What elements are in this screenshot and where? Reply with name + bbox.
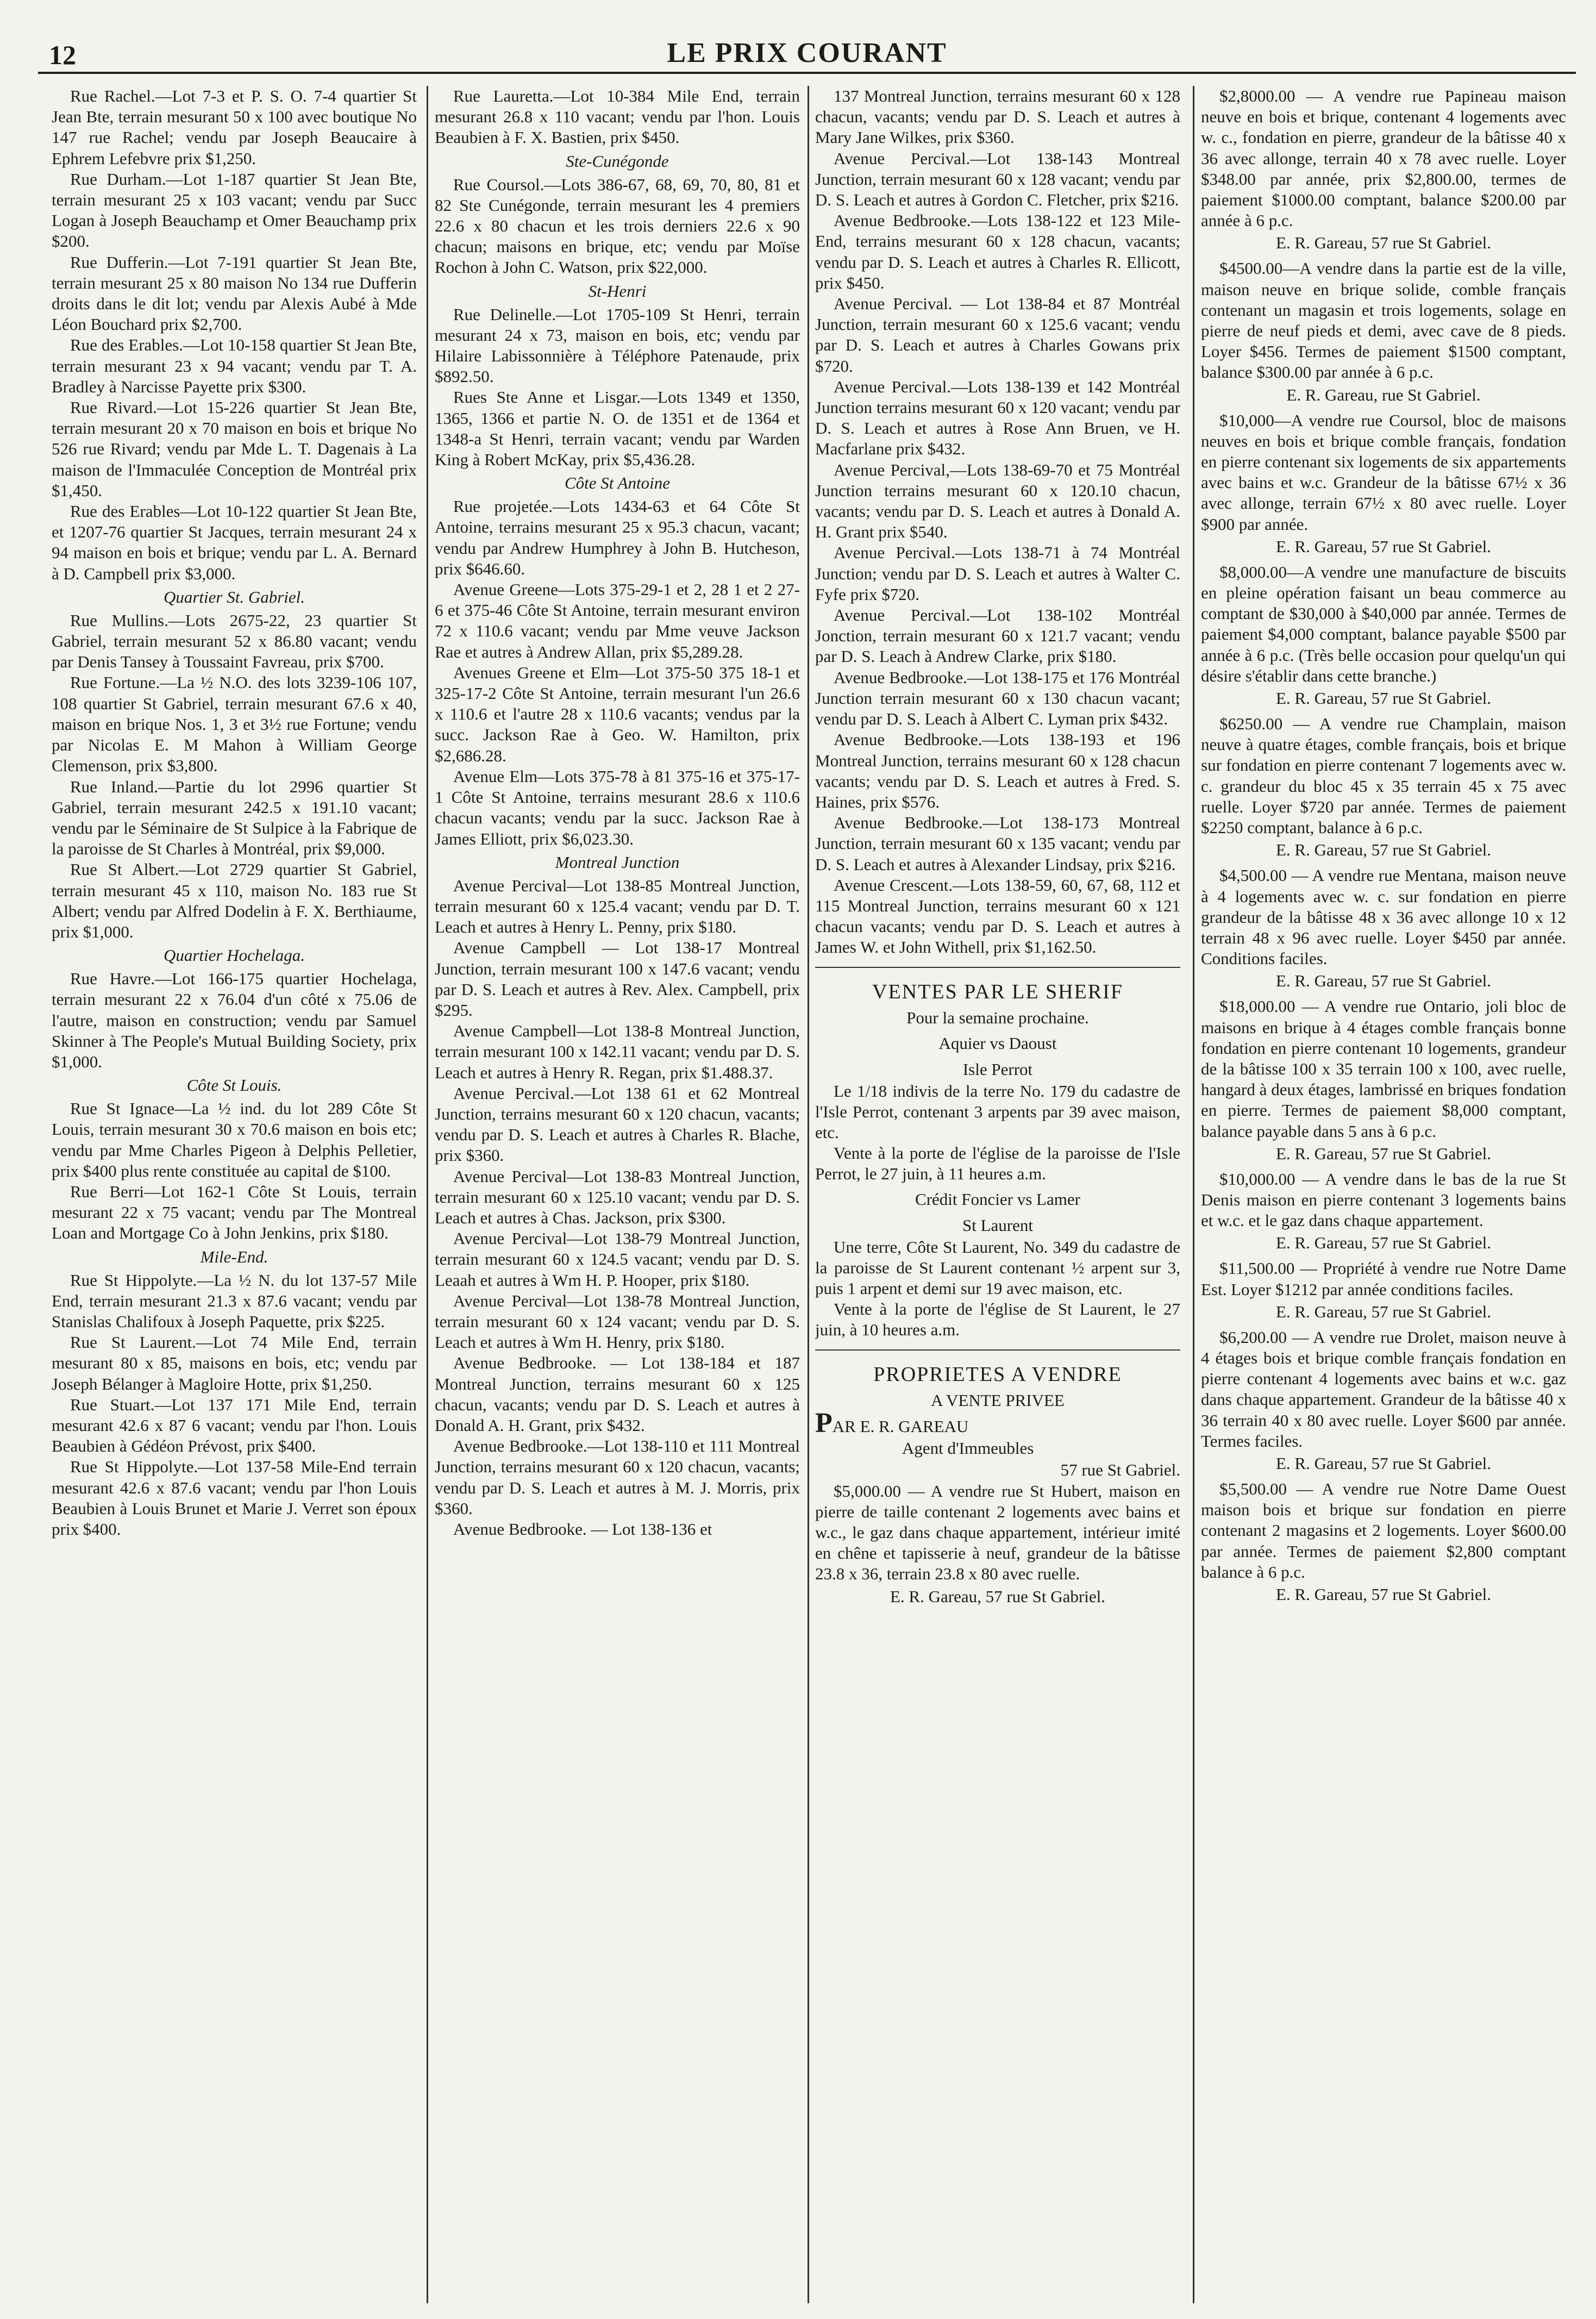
sale-entry: Rue St Ignace—La ½ ind. du lot 289 Côte St Louis, terrain mesurant 30 x 70.6 maison en bois etc; vendu par Mme Charles Pigeon à Delphis Pelletier, prix $400 plus rente constituée au capital de $100. bbox=[52, 1099, 417, 1180]
agent-signature: E. R. Gareau, 57 rue St Gabriel. bbox=[1276, 1453, 1491, 1473]
sale-entry: Avenue Greene—Lots 375-29-1 et 2, 28 1 et 2 27-6 et 375-46 Côte St Antoine, terrain mesurant environ 72 x 110.6 vacant; vendu par Mme veuve Jackson Rae et autres à Andrew Allan, prix $5,289.28. bbox=[435, 580, 800, 661]
sale-entry: Rue Havre.—Lot 166-175 quartier Hochelaga, terrain mesurant 22 x 76.04 d'un côté x 75.06 de l'autre, maison en construction; vendu par Samuel Skinner à The People's Mutual Building Society, prix $1,000. bbox=[52, 969, 417, 1071]
section-divider bbox=[815, 967, 1180, 968]
locality-subheading: Quartier St. Gabriel. bbox=[163, 587, 305, 607]
column-2 bbox=[435, 86, 800, 2303]
case-place: St Laurent bbox=[962, 1215, 1033, 1235]
sale-entry: Avenue Bedbrooke.—Lot 138-175 et 176 Montréal Junction terrain mesurant 60 x 130 chacun vacant; vendu par D. S. Leach à Albert C. Lyman prix $432. bbox=[815, 667, 1180, 729]
sale-entry: Rue St Albert.—Lot 2729 quartier St Gabriel, terrain mesurant 45 x 110, maison No. 183 rue St Albert; vendu par Alfred Dodelin à F. X. Berthiaume, prix $1,000. bbox=[52, 860, 417, 941]
properties-subtitle: A VENTE PRIVEE bbox=[931, 1390, 1065, 1410]
locality-subheading: St-Henri bbox=[588, 281, 647, 301]
sale-entry: Rue des Erables—Lot 10-122 quartier St Jean Bte, et 1207-76 quartier St Jacques, terrain mesurant 24 x 94 maison en bois et brique; vendu par L. A. Bernard à D. Campbell prix $3,000. bbox=[52, 502, 417, 583]
column-1 bbox=[52, 86, 417, 2303]
locality-subheading: Côte St Louis. bbox=[186, 1076, 282, 1095]
sale-entry: Rue Lauretta.—Lot 10-384 Mile End, terrain mesurant 26.8 x 110 vacant; vendu par l'hon. Louis Beaubien à F. X. Bastien, prix $450. bbox=[435, 86, 800, 147]
column-3 bbox=[815, 86, 1180, 2303]
agent-address: 57 rue St Gabriel. bbox=[1060, 1460, 1180, 1479]
sheriff-subtitle: Pour la semaine prochaine. bbox=[906, 1008, 1089, 1027]
sale-entry: Rue Rivard.—Lot 15-226 quartier St Jean Bte, terrain mesurant 20 x 70 maison en bois et brique No 526 rue Rivard; vendu par Mde L. T. Dagenais à La maison de l'Immaculée Conception de Montréal prix $1,450. bbox=[52, 398, 417, 500]
sale-entry: $11,500.00 — Propriété à vendre rue Notre Dame Est. Loyer $1212 par année conditions faciles. bbox=[1201, 1259, 1566, 1299]
sale-entry: $4,500.00 — A vendre rue Mentana, maison neuve à 4 logements avec w. c. sur fondation en pierre grandeur de la bâtisse 48 x 36 avec allonge 10 x 12 terrain 48 x 96 avec ruelle. Loyer $450 par année. Conditions faciles. bbox=[1201, 866, 1566, 968]
sale-entry: Rue Dufferin.—Lot 7-191 quartier St Jean Bte, terrain mesurant 25 x 80 maison No 134 rue Dufferin droits dans le dit lot; vendu par Alexis Aubé à Mde Léon Bouchard prix $2,700. bbox=[52, 252, 417, 334]
agent-signature: E. R. Gareau, 57 rue St Gabriel. bbox=[1276, 1233, 1491, 1253]
sale-entry: $6250.00 — A vendre rue Champlain, maison neuve à quatre étages, comble français, bois et brique sur fondation en pierre contenant 7 logements avec w. c. grandeur du bloc 45 x 35 terrain 45 x 75 avec ruelle. Loyer $720 par année. Termes de paiement $2250 comptant, balance à 6 p.c. bbox=[1201, 714, 1566, 837]
sale-entry: Avenue Campbell — Lot 138-17 Montreal Junction, terrain mesurant 100 x 147.6 vacant; vendu par D. S. Leach et autres à Rev. Alex. Campbell, prix $295. bbox=[435, 938, 800, 1020]
sale-entry: Rue Berri—Lot 162-1 Côte St Louis, terrain mesurant 22 x 75 vacant; vendu par The Montreal Loan and Mortgage Co à John Jenkins, prix $180. bbox=[52, 1182, 417, 1243]
agent-signature: E. R. Gareau, 57 rue St Gabriel. bbox=[890, 1586, 1105, 1606]
sale-entry: $6,200.00 — A vendre rue Drolet, maison neuve à 4 étages bois et brique comble français fondation en pierre contenant 4 logements avec bains et w.c. gaz dans chaque appartement. Grandeur de la bâtisse 40 x 36 terrain 40 x 80 avec ruelle. Loyer $600 par année. Termes faciles. bbox=[1201, 1327, 1566, 1451]
sale-entry: Avenue Percival—Lot 138-78 Montreal Junction, terrain mesurant 60 x 124 vacant; vendu par D. S. Leach et autres à Wm H. Henry, prix $180. bbox=[435, 1291, 800, 1352]
sale-entry: Avenue Percival. — Lot 138-84 et 87 Montréal Junction, terrain mesurant 60 x 125.6 vacant; vendu par D. S. Leach et autres à Charles Gowans prix $720. bbox=[815, 294, 1180, 376]
sheriff-paragraph: Le 1/18 indivis de la terre No. 179 du cadastre de l'Isle Perrot, contenant 3 arpents par 39 avec maison, etc. bbox=[815, 1081, 1180, 1142]
sheriff-sales-section bbox=[815, 980, 1180, 1341]
sale-entry: Rue des Erables.—Lot 10-158 quartier St Jean Bte, terrain mesurant 23 x 94 vacant; vendu par T. A. Bradley à Narcisse Payette prix $300. bbox=[52, 335, 417, 396]
sale-entry: Rue Rachel.—Lot 7-3 et P. S. O. 7-4 quartier St Jean Bte, terrain mesurant 50 x 100 avec boutique No 147 rue Rachel; vendu par Joseph Beaucaire à Ephrem Lefebvre prix $1,250. bbox=[52, 86, 417, 168]
column-3-entries bbox=[815, 86, 1180, 958]
sale-entry: Avenue Bedbrooke. — Lot 138-136 et bbox=[453, 1520, 712, 1539]
sale-entry: $5,500.00 — A vendre rue Notre Dame Ouest maison bois et brique sur fondation en pierre contenant 2 magasins et 2 logements. Loyer $600.00 par année. Termes de paiement $2,800 comptant balance à 6 p.c. bbox=[1201, 1479, 1566, 1582]
page-number: 12 bbox=[49, 40, 76, 70]
sale-entry: Rue St Laurent.—Lot 74 Mile End, terrain mesurant 80 x 85, maisons en bois, etc; vendu par Joseph Bélanger à Magloire Hotte, prix $1,250. bbox=[52, 1333, 417, 1393]
sale-entry: Avenue Crescent.—Lots 138-59, 60, 67, 68, 112 et 115 Montreal Junction, terrains mesurant 60 x 121 chacun vacants; vendu par D. S. Leach et autres à James W. et John Withell, prix $1,162.50. bbox=[815, 875, 1180, 957]
agent-signature: E. R. Gareau, 57 rue St Gabriel. bbox=[1276, 689, 1491, 708]
sale-entry: Avenue Percival—Lot 138-79 Montreal Junction, terrain mesurant 60 x 124.5 vacant; vendu par D. S. Leaah et autres à Wm H. P. Hooper, prix $180. bbox=[435, 1229, 800, 1290]
agent-name: AR E. R. GAREAU bbox=[832, 1416, 969, 1436]
sale-entry: Rue Fortune.—La ½ N.O. des lots 3239-106 107, 108 quartier St Gabriel, terrain mesurant 67.6 x 40, maison en brique Nos. 1, 3 et 3½ rue Fortune; vendu par Nicolas E. M Mahon à William George Clemenson, prix $3,800. bbox=[52, 673, 417, 776]
sale-entry: $10,000—A vendre rue Coursol, bloc de maisons neuves en bois et brique comble français, fondation en pierre contenant six logements de six appartements avec bains et w.c. Grandeur de la bâtisse 67½ x 36 avec allonge, terrain 67½ x 80 avec ruelle. Loyer $900 par année. bbox=[1201, 410, 1566, 534]
agent-signature: E. R. Gareau, 57 rue St Gabriel. bbox=[1276, 1302, 1491, 1321]
sale-entry: Avenue Campbell—Lot 138-8 Montreal Junction, terrain mesurant 100 x 142.11 vacant; vendu par D. S. Leach et autres à Henry R. Regan, prix $1.488.37. bbox=[435, 1021, 800, 1082]
page-header bbox=[38, 34, 1576, 74]
agent-signature: E. R. Gareau, 57 rue St Gabriel. bbox=[1276, 536, 1491, 556]
sale-entry: Avenue Percival.—Lot 138-102 Montréal Jonction, terrain mesurant 60 x 121.7 vacant; vendu par D. S. Leach à Andrew Clarke, prix $180. bbox=[815, 605, 1180, 666]
agent-signature: E. R. Gareau, 57 rue St Gabriel. bbox=[1276, 971, 1491, 991]
sale-entry: Avenues Greene et Elm—Lot 375-50 375 18-1 et 325-17-2 Côte St Antoine, terrain mesurant l'un 26.6 x 110.6 et l'autre 28 x 110.6 vacants; vendus par la succ. Jackson Rae à Geo. W. Hamilton, prix $2,686.28. bbox=[435, 662, 800, 765]
agent-signature: E. R. Gareau, 57 rue St Gabriel. bbox=[1276, 233, 1491, 253]
sale-entry: Rue St Hippolyte.—Lot 137-58 Mile-End terrain mesurant 42.6 x 87.6 vacant; vendu par l'hon Louis Beaubien à Louis Brunet et Marie J. Verret son époux prix $400. bbox=[52, 1457, 417, 1539]
sale-entry: Avenue Percival.—Lots 138-139 et 142 Montréal Junction terrains mesurant 60 x 120 vacant; vendu par D. S. Leach et autres à Rose Ann Bruen, ve H. Macfarlane prix $432. bbox=[815, 377, 1180, 459]
agent-signature: E. R. Gareau, 57 rue St Gabriel. bbox=[1276, 840, 1491, 860]
sale-entry: $8,000.00—A vendre une manufacture de biscuits en pleine opération faisant un beau commerce au comptant de $30,000 à $40,000 par année. Termes de paiement $4,000 comptant, balance payable $500 par année à 6 p.c. (Très belle occasion pour quelqu'un qui désire s'établir dans cette branche.) bbox=[1201, 562, 1566, 685]
sheriff-paragraph: Vente à la porte de l'église de St Laurent, le 27 juin, à 10 heures a.m. bbox=[815, 1299, 1180, 1340]
agent-initial: P bbox=[815, 1407, 833, 1439]
sale-entry: Avenue Bedbrooke.—Lot 138-173 Montreal Junction, terrain mesurant 60 x 135 vacant; vendu par D. S. Leach et autres à Alexander Lindsay, prix $216. bbox=[815, 813, 1180, 874]
sale-entry: Avenue Elm—Lots 375-78 à 81 375-16 et 375-17-1 Côte St Antoine, terrains mesurant 28.6 x 110.6 chacun vacants; vendu par la succ. Jackson Rae à James Elliott, prix $6,023.30. bbox=[435, 766, 800, 848]
locality-subheading: Mile-End. bbox=[200, 1247, 268, 1266]
sheriff-paragraph: Une terre, Côte St Laurent, No. 349 du cadastre de la paroisse de St Laurent contenant ½ arpent sur 3, puis 1 arpent et demi sur 19 avec maison, etc. bbox=[815, 1237, 1180, 1298]
locality-subheading: Quartier Hochelaga. bbox=[163, 946, 305, 965]
agent-signature: E. R. Gareau, 57 rue St Gabriel. bbox=[1276, 1584, 1491, 1604]
sale-entry: Rues Ste Anne et Lisgar.—Lots 1349 et 1350, 1365, 1366 et partie N. O. de 1351 et de 1364 et 1348-a St Henri, terrain vacant; vendu par Warden King à Robert McKay, prix $5,436.28. bbox=[435, 387, 800, 470]
case-place: Isle Perrot bbox=[962, 1059, 1033, 1079]
column-4 bbox=[1201, 86, 1566, 2303]
sheriff-title: VENTES PAR LE SHERIF bbox=[872, 980, 1123, 1003]
sale-entry: $2,8000.00 — A vendre rue Papineau maison neuve en bois et brique, contenant 4 logements avec w. c., fondation en pierre, grandeur de la bâtisse 40 x 36 avec allonge, terrain 40 x 78 avec ruelle. Loyer $348.00 par année, prix $2,800.00, termes de paiement $1000.00 comptant, balance $200.00 par année à 6 p.c. bbox=[1201, 86, 1566, 230]
properties-section bbox=[815, 1362, 1180, 1608]
agent-role: Agent d'Immeubles bbox=[902, 1438, 1034, 1458]
sale-entry: Avenue Bedbrooke.—Lots 138-122 et 123 Mile-End, terrains mesurant 60 x 128 chacun, vacants; vendu par D. S. Leach et autres à Charles R. Ellicott, prix $450. bbox=[815, 211, 1180, 292]
sale-entry: Avenue Bedbrooke. — Lot 138-184 et 187 Montreal Junction, terrains mesurant 60 x 125 chacun, vacants; vendu par D. S. Leach et autres à Donald A. H. Grant, prix $432. bbox=[435, 1353, 800, 1435]
sale-entry: Rue Stuart.—Lot 137 171 Mile End, terrain mesurant 42.6 x 87 6 vacant; vendu par l'hon. Louis Beaubien à Gédéon Prévost, prix $400. bbox=[52, 1395, 417, 1456]
article-columns bbox=[52, 86, 1568, 2303]
locality-subheading: Ste-Cunégonde bbox=[566, 151, 669, 171]
sale-entry: Avenue Percival—Lot 138-83 Montreal Junction, terrain mesurant 60 x 125.10 vacant; vendu par D. S. Leach et autres à Chas. Jackson, prix $300. bbox=[435, 1166, 800, 1227]
sale-entry: Rue St Hippolyte.—La ½ N. du lot 137-57 Mile End, terrain mesurant 21.3 x 87.6 vacant; vendu par Stanislas Chalifoux à Joseph Paquette, prix $225. bbox=[52, 1270, 417, 1331]
agent-signature: E. R. Gareau, 57 rue St Gabriel. bbox=[1276, 1143, 1491, 1163]
sale-entry: Rue Mullins.—Lots 2675-22, 23 quartier St Gabriel, terrain mesurant 52 x 86.80 vacant; vendu par Denis Tansey à Toussaint Favreau, prix $700. bbox=[52, 610, 417, 672]
sale-entry: Avenue Percival,—Lots 138-69-70 et 75 Montréal Junction terrains mesurant 60 x 120.10 chacun, vacants; vendu par D. S. Leach et autres à Donald A. H. Grant prix $540. bbox=[815, 460, 1180, 542]
sale-entry: Rue Coursol.—Lots 386-67, 68, 69, 70, 80, 81 et 82 Ste Cunégonde, terrain mesurant les 4 premiers 22.6 x 80 chacun et les trois derniers 22.6 x 90 chacun; maisons en brique, etc; vendu par Moïse Rochon à John C. Watson, prix $22,000. bbox=[435, 174, 800, 277]
property-ad: $5,000.00 — A vendre rue St Hubert, maison en pierre de taille contenant 2 logements avec bains et w.c., le gaz dans chaque appartement, intérieur imité en chêne et tapisserie à neuf, grandeur de la bâtisse 23.8 x 36, terrain 23.8 x 80 avec ruelle. bbox=[815, 1481, 1180, 1584]
sale-entry: Avenue Percival.—Lot 138-143 Montreal Junction, terrain mesurant 60 x 128 vacant; vendu par D. S. Leach et autres à Gordon C. Fletcher, prix $216. bbox=[815, 148, 1180, 210]
sale-entry: Rue Durham.—Lot 1-187 quartier St Jean Bte, terrain mesurant 25 x 103 vacant; vendu par Succ Logan à Joseph Beauchamp et Omer Beauchamp prix $200. bbox=[52, 169, 417, 251]
locality-subheading: Côte St Antoine bbox=[564, 473, 671, 493]
sale-entry: $18,000.00 — A vendre rue Ontario, joli bloc de maisons en brique à 4 étages comble français bonne fondation en pierre contenant 10 logements, grandeur de la bâtisse 100 x 35 terrain 100 x 100, avec ruelle, hangard à deux étages, lambrissé en briques fondation en pierre. Termes de paiement $8,000 comptant, balance payable dans 5 ans à 6 p.c. bbox=[1201, 997, 1566, 1141]
sale-entry: Avenue Bedbrooke.—Lots 138-193 et 196 Montreal Junction, terrains mesurant 60 x 128 chacun vacants; vendu par D. S. Leach et autres à Fred. S. Haines, prix $576. bbox=[815, 730, 1180, 811]
sale-entry: $4500.00—A vendre dans la partie est de la ville, maison neuve en brique solide, comble français contenant un magasin et trois logements, solage en pierre de neuf pieds et demi, avec cave de 8 pieds. Loyer $456. Termes de paiement $1500 comptant, balance $300.00 par année à 6 p.c. bbox=[1201, 259, 1566, 382]
sale-entry: Rue Inland.—Partie du lot 2996 quartier St Gabriel, terrain mesurant 242.5 x 191.10 vacant; vendu par le Séminaire de St Sulpice à la Fabrique de la paroisse de St Charles à Montréal, prix $9,000. bbox=[52, 777, 417, 859]
sale-entry: Avenue Percival.—Lots 138-71 à 74 Montréal Junction; vendu par D. S. Leach et autres à Walter C. Fyfe prix $720. bbox=[815, 543, 1180, 604]
sheriff-paragraph: Vente à la porte de l'église de la paroisse de l'Isle Perrot, le 27 juin, à 11 heures a.m. bbox=[815, 1143, 1180, 1184]
journal-title: LE PRIX COURANT bbox=[667, 37, 947, 68]
sale-entry: $10,000.00 — A vendre dans le bas de la rue St Denis maison en pierre contenant 3 logements bains et w.c. et le gaz dans chaque appartement. bbox=[1201, 1169, 1566, 1230]
sale-entry: Avenue Bedbrooke.—Lot 138-110 et 111 Montreal Junction, terrains mesurant 60 x 120 chacun, vacants; vendu par D. S. Leach et autres à M. J. Morris, prix $360. bbox=[435, 1436, 800, 1518]
agent-signature: E. R. Gareau, rue St Gabriel. bbox=[1286, 385, 1481, 404]
locality-subheading: Montreal Junction bbox=[555, 852, 680, 872]
sale-entry: Rue Delinelle.—Lot 1705-109 St Henri, terrain mesurant 24 x 73, maison en bois, etc; vendu par Hilaire Labissonnière à Téléphore Patenaude, prix $892.50. bbox=[435, 304, 800, 386]
case-title: Crédit Foncier vs Lamer bbox=[915, 1189, 1080, 1209]
agent-block bbox=[815, 1407, 1180, 1481]
sale-entry: Rue projetée.—Lots 1434-63 et 64 Côte St Antoine, terrains mesurant 25 x 95.3 chacun, vacant; vendu par Andrew Humphrey à John B. Hutcheson, prix $646.60. bbox=[435, 497, 800, 578]
sale-entry: Avenue Percival—Lot 138-85 Montreal Junction, terrain mesurant 60 x 125.4 vacant; vendu par D. T. Leach et autres à Henry L. Penny, prix $180. bbox=[435, 876, 800, 937]
case-title: Aquier vs Daoust bbox=[938, 1033, 1057, 1053]
sale-entry: Avenue Percival.—Lot 138 61 et 62 Montreal Junction, terrains mesurant 60 x 120 chacun, vacants; vendu par D. S. Leach et autres à Charles R. Blache, prix $360. bbox=[435, 1083, 800, 1165]
sale-entry: 137 Montreal Junction, terrains mesurant 60 x 128 chacun, vacants; vendu par D. S. Leach et autres à Mary Jane Wilkes, prix $360. bbox=[815, 86, 1180, 147]
properties-title: PROPRIETES A VENDRE bbox=[873, 1362, 1122, 1386]
section-divider bbox=[815, 1349, 1180, 1351]
